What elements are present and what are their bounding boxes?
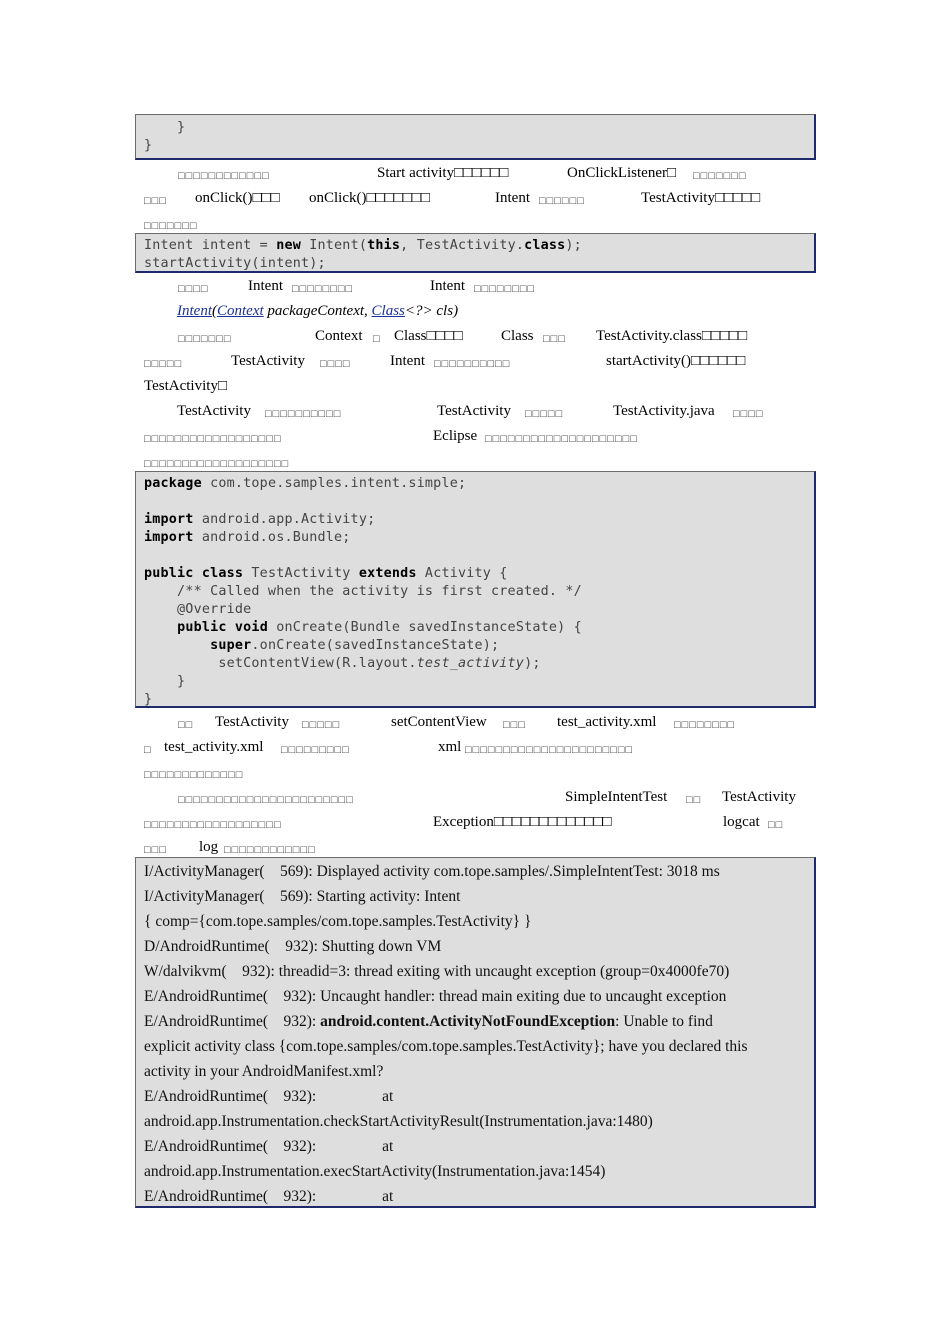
log-line: E/AndroidRuntime( 932): at — [144, 1188, 394, 1205]
text-run: □□□□□□□□□□□□□□□□□□ — [144, 819, 282, 831]
text-run: □□□□□□□□ — [474, 283, 536, 295]
text-run: □□ — [686, 794, 702, 806]
log-line: I/ActivityManager( 569): Starting activity: Intent — [144, 888, 461, 905]
text-run: □□□□ — [320, 358, 351, 370]
text-run: □□ — [178, 719, 194, 731]
code-line: public void onCreate(Bundle savedInstanceState) { — [177, 620, 582, 635]
text-run: TestActivity — [177, 403, 251, 419]
text-run: TestActivity — [722, 789, 796, 805]
text-run: TestActivity□ — [144, 378, 227, 394]
text-run: □□□ — [503, 719, 526, 731]
log-line: I/ActivityManager( 569): Displayed activity com.tope.samples/.SimpleIntentTest: 3018 ms — [144, 863, 720, 880]
text-run: □□□□□□□□□□□□ — [224, 844, 316, 856]
code-line: import android.os.Bundle; — [144, 530, 351, 545]
text-run: □□□□ — [178, 283, 209, 295]
code-line: public class TestActivity extends Activity { — [144, 566, 508, 581]
text-run: test_activity.xml — [164, 739, 264, 755]
context-link[interactable]: Context — [217, 303, 264, 319]
code-line: @Override — [144, 602, 252, 617]
text-run: TestActivity — [437, 403, 511, 419]
text-run: Class — [501, 328, 534, 344]
log-line: D/AndroidRuntime( 932): Shutting down VM — [144, 938, 442, 955]
text-run: □□□□□□□□□□□□□□□□□□□□□□ — [465, 744, 634, 756]
text-run: TestActivity□□□□□ — [641, 190, 761, 206]
code-line: super.onCreate(savedInstanceState); — [210, 638, 500, 653]
text-run: □□□□□ — [525, 408, 564, 420]
text-run: □□□□□ — [144, 358, 183, 370]
text-run: Intent — [248, 278, 283, 294]
text-run: □□□□□□□ — [178, 333, 232, 345]
text-run: test_activity.xml — [557, 714, 657, 730]
code-line: } — [144, 138, 153, 153]
text-run: Start activity□□□□□□ — [377, 165, 509, 181]
text-run: startActivity()□□□□□□ — [606, 353, 746, 369]
log-line: W/dalvikvm( 932): threadid=3: thread exiting with uncaught exception (group=0x4000fe70) — [144, 963, 730, 980]
text-run: □□□□□□ — [539, 195, 585, 207]
text-run: xml — [438, 739, 462, 755]
text-run: Class□□□□ — [394, 328, 463, 344]
text-run: □□□□□□□□□□□□□□□□□□□ — [144, 458, 290, 470]
text-run: TestActivity — [231, 353, 305, 369]
log-line: { comp={com.tope.samples/com.tope.samples.TestActivity} } — [144, 913, 532, 930]
code-box-test-activity — [135, 471, 816, 708]
text-run: □□□□□□□□□□ — [265, 408, 342, 420]
text-run: □□□□□□□□□□□□□□□□□□ — [144, 433, 282, 445]
code-line: } — [144, 674, 186, 689]
log-line-error: E/AndroidRuntime( 932): android.content.ActivityNotFoundException: Unable to find — [144, 1013, 713, 1030]
code-line: /** Called when the activity is first created. */ — [144, 584, 582, 599]
code-line: } — [144, 120, 186, 135]
text-run: □□□□□□□ — [693, 170, 747, 182]
text-run: Intent — [495, 190, 530, 206]
text-run: Exception□□□□□□□□□□□□□ — [433, 814, 612, 830]
text-run: logcat — [723, 814, 760, 830]
code-line: } — [144, 692, 153, 707]
text-run: TestActivity — [215, 714, 289, 730]
text-run: onClick()□□□□□□□ — [309, 190, 430, 206]
code-line: import android.app.Activity; — [144, 512, 376, 527]
text-run: Eclipse — [433, 428, 478, 444]
text-run: □□□□□□□□□□□□□ — [144, 769, 244, 781]
text-run: □□□□□□□□□ — [281, 744, 350, 756]
text-run: TestActivity.class□□□□□ — [596, 328, 748, 344]
text-run: □□□□□□□□□□□□□□□□□□□□ — [485, 433, 638, 445]
constructor-signature: Intent(Context packageContext, Class<?> cls) — [177, 303, 459, 319]
text-run: □□□□□□□□ — [674, 719, 736, 731]
text-run: □□□□□ — [302, 719, 341, 731]
intent-link[interactable]: Intent — [177, 303, 212, 319]
text-run: setContentView — [391, 714, 487, 730]
text-run: □□□□□□□□□□ — [434, 358, 511, 370]
log-line: explicit activity class {com.tope.samples/com.tope.samples.TestActivity}; have you declared this — [144, 1038, 748, 1055]
code-line: Intent intent = new Intent(this, TestActivity.class); — [144, 238, 582, 253]
text-run: Context — [315, 328, 363, 344]
code-box-closing — [135, 114, 816, 160]
text-run: □□□ — [543, 333, 566, 345]
text-run: □□□□□□□□□□□□□□□□□□□□□□□ — [178, 794, 354, 806]
text-run: onClick()□□□ — [195, 190, 280, 206]
code-line: package com.tope.samples.intent.simple; — [144, 476, 467, 491]
text-run: log — [199, 839, 219, 855]
log-line: android.app.Instrumentation.checkStartActivityResult(Instrumentation.java:1480) — [144, 1113, 653, 1130]
log-line: E/AndroidRuntime( 932): at — [144, 1088, 394, 1105]
code-box-intent — [135, 233, 816, 273]
logcat-output-box — [135, 857, 816, 1208]
text-run: □ — [144, 744, 152, 756]
text-run: OnClickListener□ — [567, 165, 677, 181]
log-line: android.app.Instrumentation.execStartActivity(Instrumentation.java:1454) — [144, 1163, 606, 1180]
log-line: E/AndroidRuntime( 932): at — [144, 1138, 394, 1155]
log-line: E/AndroidRuntime( 932): Uncaught handler: thread main exiting due to uncaught exception — [144, 988, 727, 1005]
text-run: Intent — [390, 353, 425, 369]
code-line: startActivity(intent); — [144, 256, 326, 271]
log-line: activity in your AndroidManifest.xml? — [144, 1063, 384, 1080]
text-run: □□ — [768, 819, 784, 831]
code-line: setContentView(R.layout.test_activity); — [218, 656, 541, 671]
text-run: □□□□□□□□ — [292, 283, 354, 295]
text-run: □□□□ — [733, 408, 764, 420]
text-run: □□□ — [144, 195, 167, 207]
text-run: SimpleIntentTest — [565, 789, 668, 805]
text-run: TestActivity.java — [613, 403, 715, 419]
text-run: □□□ — [144, 844, 167, 856]
text-run: □□□□□□□ — [144, 220, 198, 232]
text-run: Intent — [430, 278, 465, 294]
text-run: □ — [373, 333, 381, 345]
text-run: □□□□□□□□□□□□ — [178, 170, 270, 182]
class-link[interactable]: Class — [371, 303, 405, 319]
